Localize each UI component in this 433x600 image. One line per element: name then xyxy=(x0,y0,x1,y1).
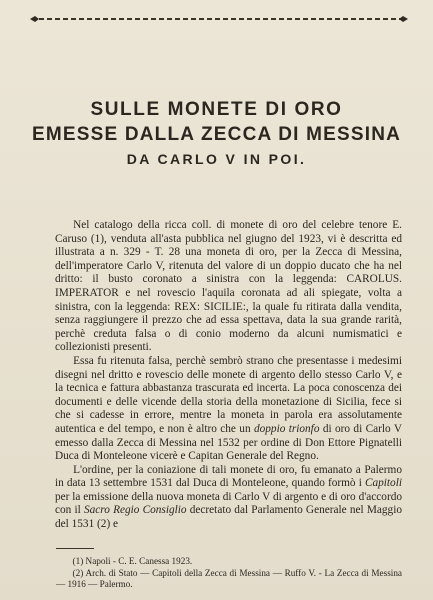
body-paragraph-1 xyxy=(55,219,402,355)
footnote-2: (2) Arch. di Stato — Capitoli della Zecca di Messina — Ruffo V. - La Zecca di Messina — 1916 — Palermo. xyxy=(56,567,402,589)
title-line-2: EMESSE DALLA ZECCA DI MESSINA xyxy=(31,124,402,145)
text-segment: Essa fu ritenuta falsa, perchè sembrò strano che presentasse i medesimi disegni nel dritto e rovescio delle monete di argento dello stesso Carlo V, e la tecnica e fattura abbastanza trascurata ed incerta. La poca conoscenza dei documenti e delle vicende della storia della monetazione di Sicilia, fece si che si cadesse in errore, mentre la moneta in parola era assolutamente autentica e del tempo, e non è altro che un xyxy=(55,354,402,435)
body-paragraph-2 xyxy=(55,355,402,464)
footnote-1: (1) Napoli - C. E. Canessa 1923. xyxy=(72,556,193,566)
article-body xyxy=(55,219,402,532)
footnotes xyxy=(56,556,402,591)
italic-term: Capitoli xyxy=(364,477,402,490)
header-ornament xyxy=(30,14,408,24)
body-paragraph-3 xyxy=(55,464,402,532)
text-segment: decretato dal Parlamento Generale nel Maggio del 1531 (2) e xyxy=(55,504,402,531)
text-segment: di oro di Carlo V emesso dalla Zecca di Messina nel 1532 per ordine di Don Ettore Pignatelli Duca di Monteleone vicerè e Capitan Generale del Regno. xyxy=(55,422,403,463)
footnote-divider xyxy=(56,548,94,549)
text-segment: Nel catalogo della ricca coll. di monete di oro del celebre tenore E. Caruso (1), venduta all'asta pubblica nel giugno del 1923, vi è descritta ed illustrata a n. 329 - T. 28 una moneta di oro, per la Zecca di Messina, dell'imperatore Carlo V, ritenuta del valore di un doppio ducato che ha nel dritto: il busto coronato a sinistra con la leggenda: CAROLUS. IMPERATOR e nel rovescio l'aquila coronata ad ali spiegate, volta a sinistra, con la leggenda: REX: SICILIE:, la quale fu ritirata dalla vendita, senza raggiungere il prezzo che ad essa spettava, data la sua grande rarità, perchè creduta falsa o di conio moderno da alcuni numismatici e collezionisti presenti. xyxy=(55,219,402,354)
title-line-3: DA CARLO V IN POI. xyxy=(126,151,307,167)
italic-term: doppio trionfo xyxy=(253,422,320,435)
title-line-1: SULLE MONETE DI ORO xyxy=(90,99,343,120)
text-segment: per la emissione della nuova moneta di Carlo V di argento e di oro d'accordo con il xyxy=(55,490,402,517)
text-segment: L'ordine, per la coniazione di tali monete di oro, fu emanato a Palermo in data 13 settembre 1531 dal Duca di Monteleone, quando formò i xyxy=(55,463,402,490)
italic-term: Sacro Regio Consiglio xyxy=(83,504,187,517)
